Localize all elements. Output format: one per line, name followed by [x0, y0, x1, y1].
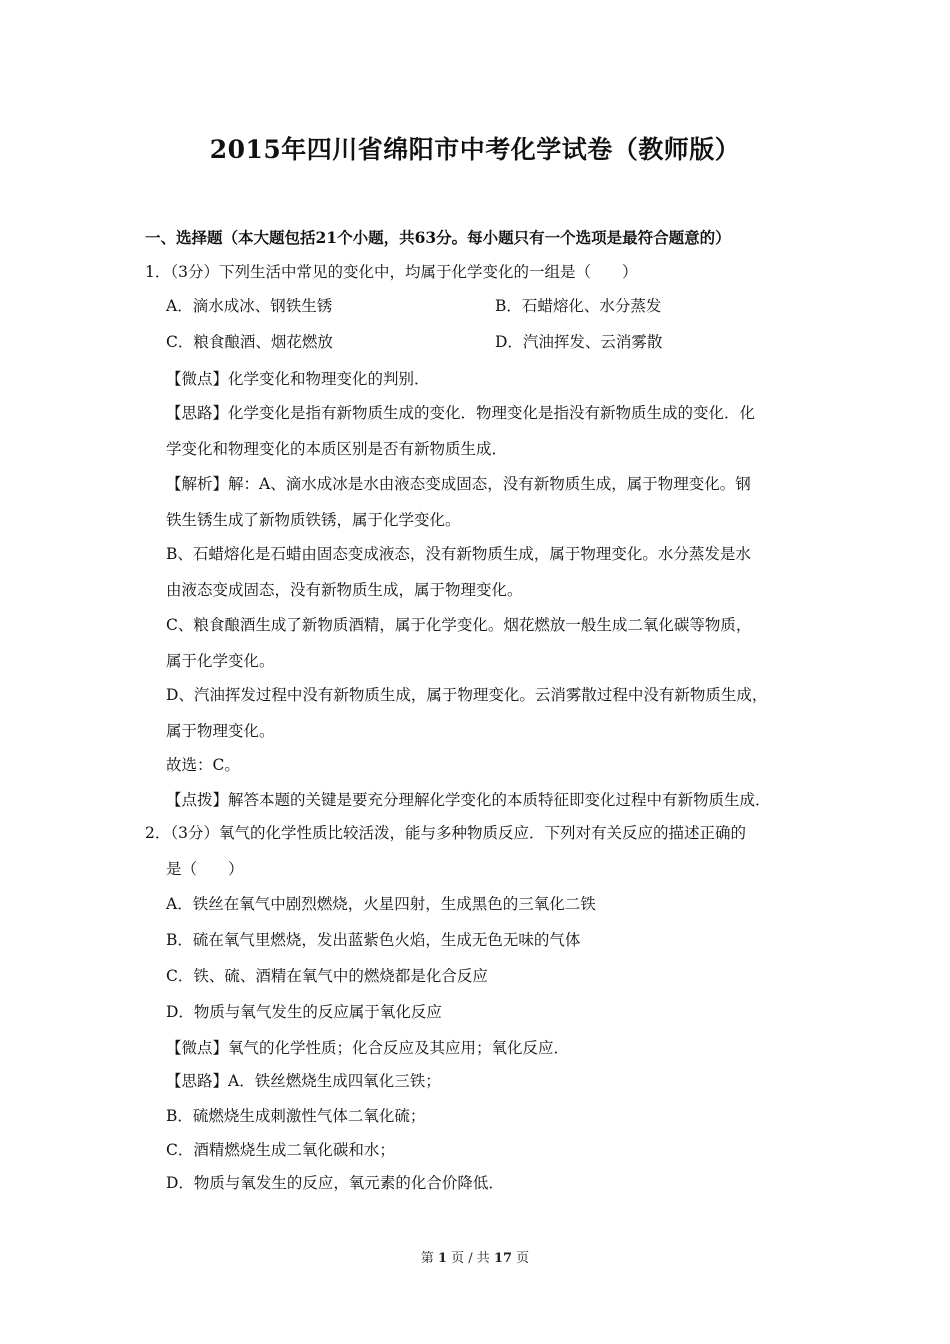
q2-option-a: A．铁丝在氧气中剧烈燃烧，火星四射，生成黑色的三氧化二铁: [166, 895, 596, 913]
page-footer: [0, 1247, 950, 1266]
q2-option-c: C．铁、硫、酒精在氧气中的燃烧都是化合反应: [166, 967, 488, 985]
q1-jiexi-line-5: C、粮食酿酒生成了新物质酒精，属于化学变化。烟花燃放一般生成二氧化碳等物质，: [166, 616, 752, 634]
q1-jiexi-line-4: 由液态变成固态，没有新物质生成，属于物理变化。: [166, 581, 523, 599]
document-title: 2015年四川省绵阳市中考化学试卷（教师版）: [209, 135, 741, 164]
q1-jiexi-line-2: 铁生锈生成了新物质铁锈，属于化学变化。: [166, 511, 461, 529]
q2-silu-line-2: B．硫燃烧生成刺激性气体二氧化硫；: [166, 1107, 426, 1125]
q1-jiexi-line-3: B、石蜡熔化是石蜡由固态变成液态，没有新物质生成，属于物理变化。水分蒸发是水: [166, 545, 751, 563]
q1-weidian: 【微点】化学变化和物理变化的判别．: [166, 370, 430, 388]
q1-stem: 1．（3分）下列生活中常见的变化中，均属于化学变化的一组是（ ）: [145, 263, 638, 281]
section-header: 一、选择题（本大题包括21个小题，共63分。每小题只有一个选项是最符合题意的）: [145, 228, 731, 247]
q2-silu-line-3: C．酒精燃烧生成二氧化碳和水；: [166, 1141, 395, 1159]
q1-option-d: D．汽油挥发、云消雾散: [495, 333, 663, 351]
q1-jiexi-line-8: 属于物理变化。: [166, 722, 275, 740]
q2-stem-line-1: 2．（3分）氧气的化学性质比较活泼，能与多种物质反应．下列对有关反应的描述正确的: [145, 824, 746, 842]
footer-prefix: 第: [420, 1251, 434, 1266]
total-page-number: 17: [493, 1251, 513, 1266]
q1-silu-line-1: 【思路】化学变化是指有新物质生成的变化．物理变化是指没有新物质生成的变化．化: [166, 404, 756, 422]
q1-option-b: B．石蜡熔化、水分蒸发: [495, 297, 662, 315]
q1-option-c: C．粮食酿酒、烟花燃放: [166, 333, 333, 351]
q2-stem-line-2: 是（ ）: [166, 860, 244, 878]
q1-answer: 故选：C。: [166, 756, 240, 774]
q2-weidian: 【微点】氧气的化学性质；化合反应及其应用；氧化反应．: [166, 1039, 570, 1057]
q1-jiexi-line-7: D、汽油挥发过程中没有新物质生成，属于物理变化。云消雾散过程中没有新物质生成，: [166, 686, 768, 704]
q1-option-a: A．滴水成冰、钢铁生锈: [166, 297, 333, 315]
q2-silu-line-1: 【思路】A．铁丝燃烧生成四氧化三铁；: [166, 1072, 441, 1090]
q1-silu-line-2: 学变化和物理变化的本质区别是否有新物质生成．: [166, 440, 508, 458]
current-page-number: 1: [437, 1251, 447, 1266]
footer-suffix: 页: [516, 1251, 530, 1266]
q1-jiexi-line-6: 属于化学变化。: [166, 652, 275, 670]
q1-jiexi-line-1: 【解析】解：A、滴水成冰是水由液态变成固态，没有新物质生成，属于物理变化。钢: [166, 475, 751, 493]
q2-silu-line-4: D．物质与氧发生的反应，氧元素的化合价降低．: [166, 1174, 504, 1192]
q2-option-d: D．物质与氧气发生的反应属于氧化反应: [166, 1003, 442, 1021]
q1-dianbo: 【点拨】解答本题的关键是要充分理解化学变化的本质特征即变化过程中有新物质生成．: [166, 791, 771, 809]
footer-middle: 页 / 共: [451, 1251, 490, 1266]
q2-option-b: B．硫在氧气里燃烧，发出蓝紫色火焰，生成无色无味的气体: [166, 931, 581, 949]
